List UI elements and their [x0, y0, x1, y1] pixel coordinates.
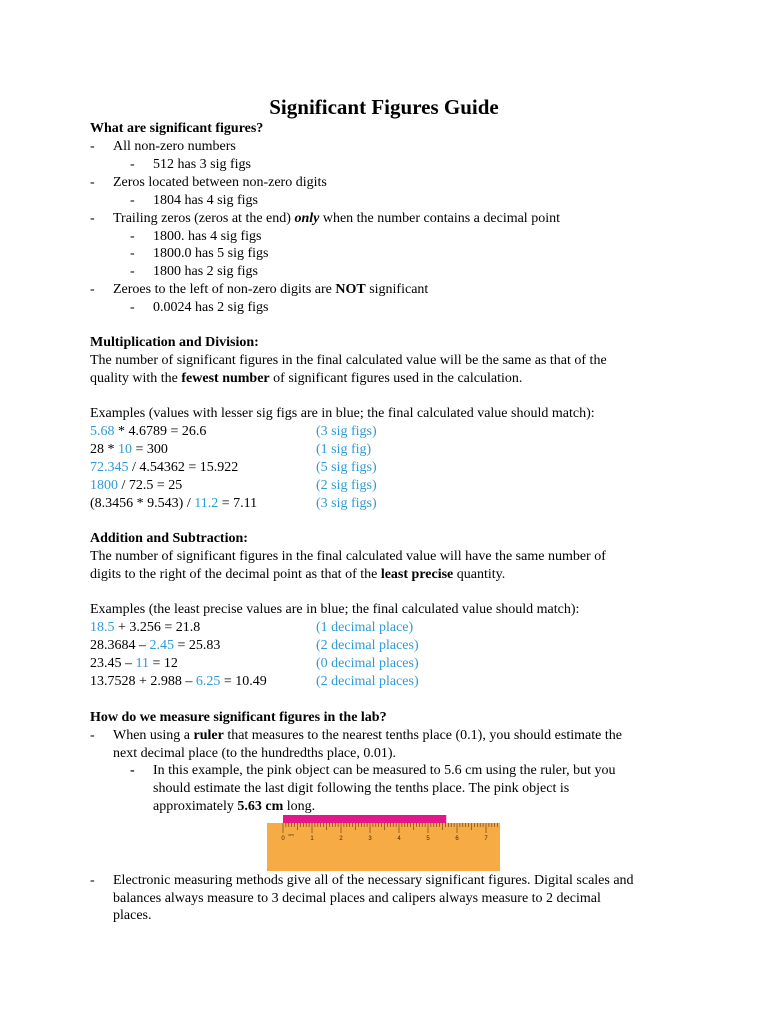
rule-between-zeros: Zeros located between non-zero digits: [113, 175, 327, 190]
mult-example-3-note: (5 sig figs): [316, 460, 377, 475]
ruler-illustration: [267, 815, 500, 871]
rule-leading-zeros: Zeroes to the left of non-zero digits are NOT significant: [113, 282, 429, 297]
page-title: Significant Figures Guide: [269, 95, 499, 119]
example-trailing-2: 1800.0 has 5 sig figs: [153, 246, 269, 261]
add-paragraph-line-2: digits to the right of the decimal point as that of the least precise quantity.: [90, 567, 506, 582]
mult-example-4: 1800 / 72.5 = 25: [90, 478, 183, 493]
lab-electronic-line-1: Electronic measuring methods give all of the necessary significant figures. Digital scales and: [113, 873, 634, 888]
mult-paragraph-line-1: The number of significant figures in the final calculated value will be the same as that of the: [90, 353, 607, 368]
add-example-4: 13.7528 + 2.988 – 6.25 = 10.49: [90, 674, 267, 689]
ruler-label: 1: [310, 836, 314, 842]
ruler-graphic: [267, 815, 500, 871]
mult-example-2-note: (1 sig fig): [316, 442, 372, 457]
lab-ruler-line-1: When using a ruler that measures to the nearest tenths place (0.1), you should estimate the: [113, 728, 622, 743]
bullet-dash: -: [90, 139, 95, 154]
add-example-3: 23.45 – 11 = 12: [90, 656, 178, 671]
lab-example-line-3: approximately 5.63 cm long.: [153, 799, 316, 814]
add-examples-intro: Examples (the least precise values are in blue; the final calculated value should match):: [90, 602, 580, 617]
mult-example-5-note: (3 sig figs): [316, 496, 377, 511]
bullet-dash: -: [90, 175, 95, 190]
add-paragraph-line-1: The number of significant figures in the final calculated value will have the same number of: [90, 549, 606, 564]
section-heading-addition: Addition and Subtraction:: [90, 531, 248, 546]
ruler-label: 7: [484, 836, 488, 842]
section-heading-lab: How do we measure significant figures in the lab?: [90, 710, 387, 725]
bullet-dash: -: [90, 282, 95, 297]
add-example-2-note: (2 decimal places): [316, 638, 419, 653]
ruler-body: [267, 823, 500, 871]
bullet-dash: -: [130, 229, 135, 244]
ruler-label: 2: [339, 836, 343, 842]
bullet-dash: -: [130, 300, 135, 315]
add-example-1-note: (1 decimal place): [316, 620, 414, 635]
ruler-label: 0: [281, 836, 285, 842]
mult-examples-intro: Examples (values with lesser sig figs are in blue; the final calculated value should match):: [90, 406, 595, 421]
lab-example-line-2: should estimate the last digit following the tenths place. The pink object is: [153, 781, 570, 796]
example-leading-zeros: 0.0024 has 2 sig figs: [153, 300, 269, 315]
add-example-1: 18.5 + 3.256 = 21.8: [90, 620, 201, 635]
section-heading-multiplication: Multiplication and Division:: [90, 335, 259, 350]
ruler-label: 5: [426, 836, 430, 842]
mult-example-1: 5.68 * 4.6789 = 26.6: [90, 424, 207, 439]
lab-electronic-line-3: places.: [113, 908, 152, 923]
mult-example-1-note: (3 sig figs): [316, 424, 377, 439]
mult-example-2: 28 * 10 = 300: [90, 442, 168, 457]
bullet-dash: -: [130, 193, 135, 208]
ruler-label: 6: [455, 836, 459, 842]
bullet-dash: -: [130, 157, 135, 172]
pink-object: [283, 815, 446, 823]
mult-example-4-note: (2 sig figs): [316, 478, 377, 493]
ruler-unit-label: cm: [288, 832, 294, 837]
add-example-4-note: (2 decimal places): [316, 674, 419, 689]
bullet-dash: -: [90, 728, 95, 743]
rule-trailing-zeros: Trailing zeros (zeros at the end) only when the number contains a decimal point: [113, 211, 560, 226]
ruler-label: 3: [368, 836, 372, 842]
example-trailing-1: 1800. has 4 sig figs: [153, 229, 262, 244]
lab-ruler-line-2: next decimal place (to the hundredths place, 0.01).: [113, 746, 397, 761]
example-between-zeros: 1804 has 4 sig figs: [153, 193, 258, 208]
add-example-2: 28.3684 – 2.45 = 25.83: [90, 638, 221, 653]
example-nonzero: 512 has 3 sig figs: [153, 157, 251, 172]
bullet-dash: -: [130, 763, 135, 778]
ruler-label: 4: [397, 836, 401, 842]
mult-example-3: 72.345 / 4.54362 = 15.922: [90, 460, 239, 475]
example-trailing-3: 1800 has 2 sig figs: [153, 264, 258, 279]
add-example-3-note: (0 decimal places): [316, 656, 419, 671]
lab-electronic-line-2: balances always measure to 3 decimal places and calipers always measure to 2 decimal: [113, 891, 601, 906]
bullet-dash: -: [90, 873, 95, 888]
lab-example-line-1: In this example, the pink object can be measured to 5.6 cm using the ruler, but you: [153, 763, 616, 778]
bullet-dash: -: [90, 211, 95, 226]
rule-nonzero: All non-zero numbers: [113, 139, 236, 154]
mult-paragraph-line-2: quality with the fewest number of significant figures used in the calculation.: [90, 371, 523, 386]
bullet-dash: -: [130, 264, 135, 279]
bullet-dash: -: [130, 246, 135, 261]
mult-example-5: (8.3456 * 9.543) / 11.2 = 7.11: [90, 496, 258, 511]
section-heading-what: What are significant figures?: [90, 121, 264, 136]
